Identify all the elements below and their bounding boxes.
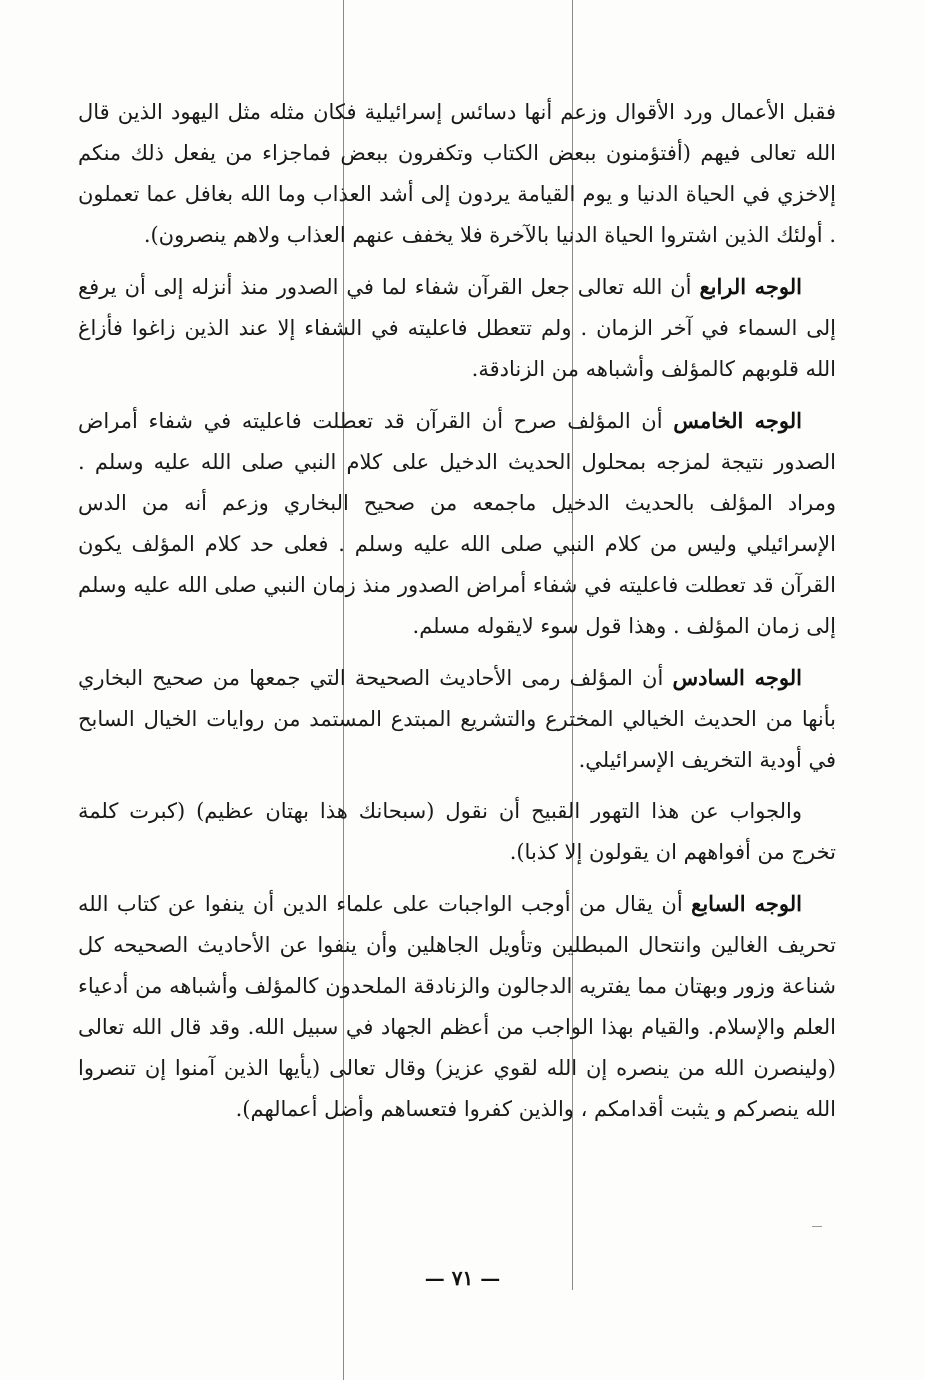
page-number: — ٧١ — (424, 1266, 501, 1290)
paragraph-seventh-aspect-text: أن يقال من أوجب الواجبات على علماء الدين أن ينفوا عن كتاب الله تحريف الغالين وانتحال المبطلين وتأويل الجاهلين وأن ينفوا عن الأحاديث الصحيحه كل شناعة وزور وبهتان مما يفتريه الدجالون والزنادقة الملحدون كالمؤلف وأشباهه من أدعياء العلم والإسلام. والقيام بهذا الواجب من أعظم الجهاد في سبيل الله. وقد قال الله تعالى (ولينصرن الله من ينصره إن الله لقوي عزيز) وقال تعالى (يأيها الذين آمنوا إن تنصروا الله ينصركم و يثبت أقدامكم ، والذين كفروا فتعساهم وأضل أعمالهم). (78, 892, 836, 1121)
paragraph-seventh-aspect (78, 883, 836, 1130)
scan-speck (812, 1226, 822, 1227)
paragraph-fourth-aspect-text: أن الله تعالى جعل القرآن شفاء لما في الصدور منذ أنزله إلى أن يرفع إلى السماء في آخر الزمان . ولم تتعطل فاعليته في الشفاء إلا عند الذين زاغوا فأزاغ الله قلوبهم كالمؤلف وأشباهه من الزنادقة. (78, 275, 836, 381)
paragraph-fifth-aspect (78, 400, 836, 647)
paragraph-sixth-aspect-text: أن المؤلف رمى الأحاديث الصحيحة التي جمعها من صحيح البخاري بأنها من الحديث الخيالي المخترع والتشريع المبتدع المستمد من روايات الخيال السابح في أودية التخريف الإسرائيلي. (78, 666, 836, 772)
paragraph-answer (78, 791, 836, 873)
paragraph-sixth-aspect (78, 657, 836, 781)
paragraph-answer-text: والجواب عن هذا التهور القبيح أن نقول (سبحانك هذا بهتان عظيم) (كبرت كلمة تخرج من أفواههم ان يقولون إلا كذبا). (78, 799, 836, 864)
paragraph-fifth-aspect-text: أن المؤلف صرح أن القرآن قد تعطلت فاعليته في شفاء أمراض الصدور نتيجة لمزجه بمحلول الحديث الدخيل على كلام النبي صلى الله عليه وسلم . ومراد المؤلف بالحديث الدخيل ماجمعه من صحيح البخاري وزعم أنه من الدس الإسرائيلي وليس من كلام النبي صلى الله عليه وسلم . فعلى حد كلام المؤلف يكون القرآن قد تعطلت فاعليته في شفاء أمراض الصدور منذ زمان النبي صلى الله عليه وسلم إلى زمان المؤلف . وهذا قول سوء لايقوله مسلم. (78, 409, 836, 638)
body-text (78, 92, 836, 1140)
paragraph-intro-text: فقبل الأعمال ورد الأقوال وزعم أنها دسائس إسرائيلية فكان مثله مثل اليهود الذين قال الله تعالى فيهم (أفتؤمنون ببعض الكتاب وتكفرون ببعض فماجزاء من يفعل ذلك منكم إلاخزي في الحياة الدنيا و يوم القيامة يردون إلى أشد العذاب وما الله بغافل عما تعملون . أولئك الذين اشتروا الحياة الدنيا بالآخرة فلا يخفف عنهم العذاب ولاهم ينصرون). (78, 100, 836, 247)
heading-fifth-aspect: الوجه الخامس (673, 408, 802, 433)
paragraph-intro (78, 92, 836, 256)
heading-fourth-aspect: الوجه الرابع (699, 274, 802, 299)
paragraph-fourth-aspect (78, 266, 836, 390)
heading-seventh-aspect: الوجه السابع (691, 891, 802, 916)
heading-sixth-aspect: الوجه السادس (672, 665, 802, 690)
